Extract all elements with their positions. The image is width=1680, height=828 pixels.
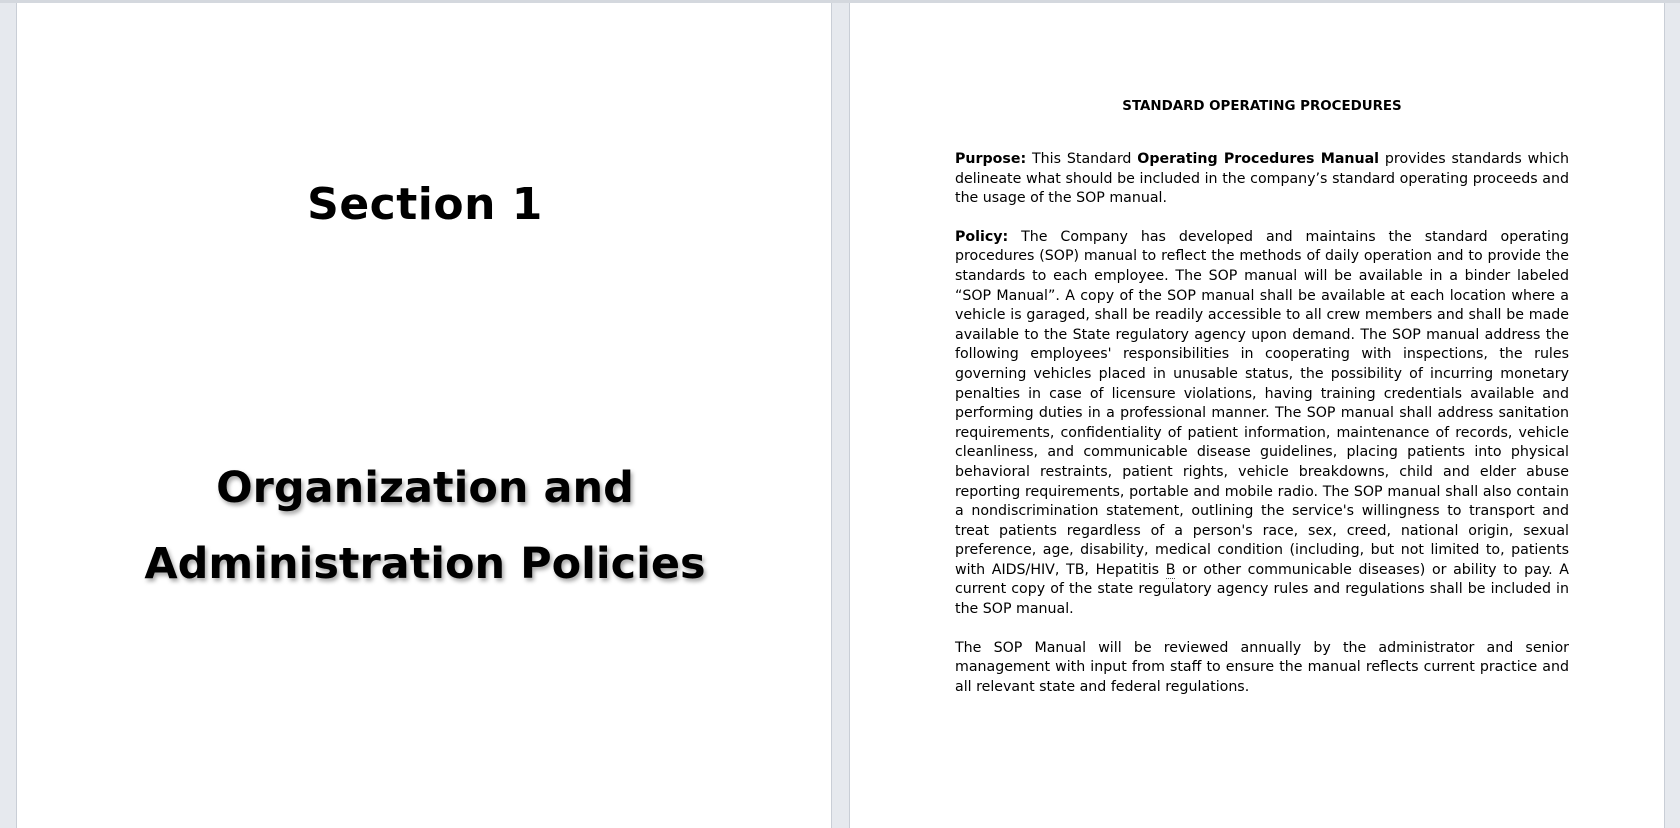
review-paragraph: The SOP Manual will be reviewed annually by the administrator and senior management with input from staff to ensure the manual reflects current practice and all relevant state and federal regulations. [955, 639, 1569, 695]
proofing-marked-word[interactable]: B [1165, 561, 1176, 578]
policy-label: Policy: [955, 228, 1009, 245]
purpose-text-before: This Standard [1026, 151, 1138, 167]
policy-text-before: The Company has developed and maintains the standard operating procedures (SOP) manual to reflect the methods of daily operation and to provide the standards to each employee. The SOP manual will be available in a binder labeled “SOP Manual”. A copy of the SOP manual shall be available at each location where a vehicle is garaged, shall be readily accessible to all crew members and shall be made available to the State regulatory agency upon demand. The SOP manual address the following employees' responsibilities in cooperating with inspections, the rules governing vehicles placed in unusable status, the possibility of incurring monetary penalties in case of licensure violations, having training credentials available and performing duties in a professional manner. The SOP manual shall address sanitation requirements, confidentiality of patient information, maintenance of records, vehicle cleanliness, and communicable disease guidelines, placing patients into physical behavioral restraints, patient rights, vehicle breakdowns, child and elder abuse reporting requirements, portable and mobile radio. The SOP manual shall also contain a nondiscrimination statement, outlining the service's willingness to transport and treat patients regardless of a person's race, sex, creed, national origin, sexual preference, age, disability, medical condition (including, but not limited to, patients with AIDS/HIV, TB, Hepatitis [955, 228, 1569, 578]
section-title-heading [17, 450, 833, 602]
document-heading: STANDARD OPERATING PROCEDURES [1122, 99, 1402, 114]
purpose-label: Purpose: [955, 151, 1027, 167]
page-sop-content[interactable] [849, 3, 1665, 828]
page-section-cover[interactable] [16, 3, 832, 828]
policy-text-after: or other communicable diseases) or ability to pay. A current copy of the state regulatory agency rules and regulations shall be included in the SOP manual. [955, 561, 1570, 618]
section-title-line-2: Administration Policies [144, 539, 706, 589]
purpose-text-after: provides standards which delineate what should be included in the company’s standard operating proceeds and the usage of the SOP manual. [955, 151, 1569, 207]
purpose-bold-phrase: Operating Procedures Manual [1137, 151, 1380, 167]
section-number-heading: Section 1 [307, 179, 543, 230]
policy-paragraph [955, 228, 1569, 620]
document-body[interactable] [955, 95, 1569, 697]
section-title-line-1: Organization and [216, 463, 634, 513]
purpose-paragraph [955, 150, 1569, 209]
